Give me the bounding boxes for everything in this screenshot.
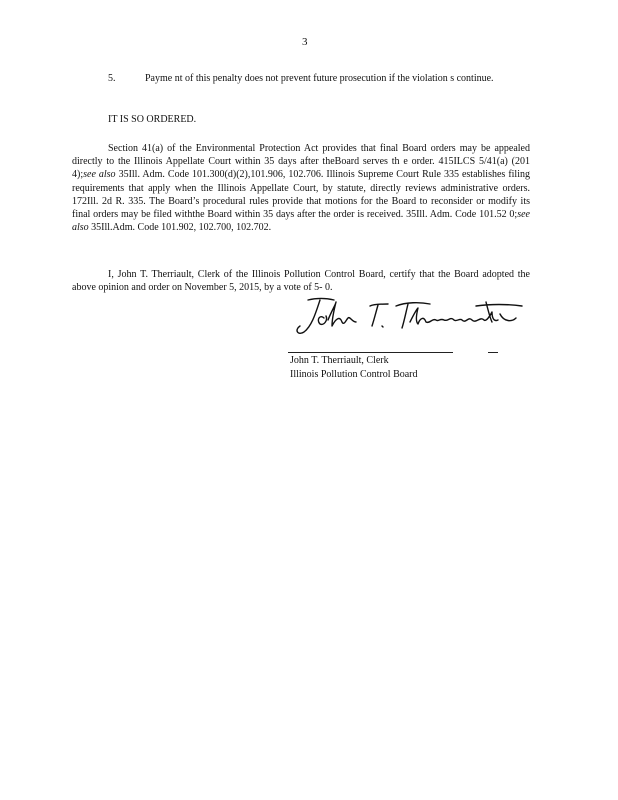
signature-line [288,352,453,353]
see-also-1: see also [83,169,116,181]
signatory-organization: Illinois Pollution Control Board [290,369,418,380]
signatory-name: John T. Therriault, Clerk [290,355,389,366]
so-ordered-line: IT IS SO ORDERED. [108,114,197,125]
signature-dash [488,352,498,353]
see-also-2: see also [72,209,530,234]
certification-paragraph [72,268,530,294]
appeal-text-part2: 35Ill. Adm. Code 101.300(d)(2),101.906, 102.706. Illinois Supreme Court Rule 335 establishes filing requirements that apply when the Illinois Appellate Court, by statute, directly reviews administrative orders. 172Ill. 2d R. 335. The Board’s procedural rules provide that motions for the Board to reconsider or modify its final orders may be filed withthe Board within 35 days after the order is received. 35Ill. Adm. Code 101.52 0; [72,169,530,221]
appeal-paragraph [72,142,530,234]
page-number: 3 [302,36,308,48]
numbered-item [108,72,528,85]
appeal-text-part3: 35Ill.Adm. Code 101.902, 102.700, 102.702. [88,222,272,234]
item-number: 5. [108,73,116,84]
item-text: Payme nt of this penalty does not prevent future prosecution if the violation s continue. [145,73,494,84]
certification-text: I, John T. Therriault, Clerk of the Illinois Pollution Control Board, certify that the Board adopted the above opinion and order on November 5, 2015, by a vote of 5- 0. [72,269,530,294]
appeal-text-part1: Section 41(a) of the Environmental Protection Act provides that final Board orders may be appealed directly to the Illinois Appellate Court within 35 days after theBoard serves th e order. 415ILCS 5/41(a) (201 4); [72,143,530,181]
handwritten-signature [290,292,525,344]
